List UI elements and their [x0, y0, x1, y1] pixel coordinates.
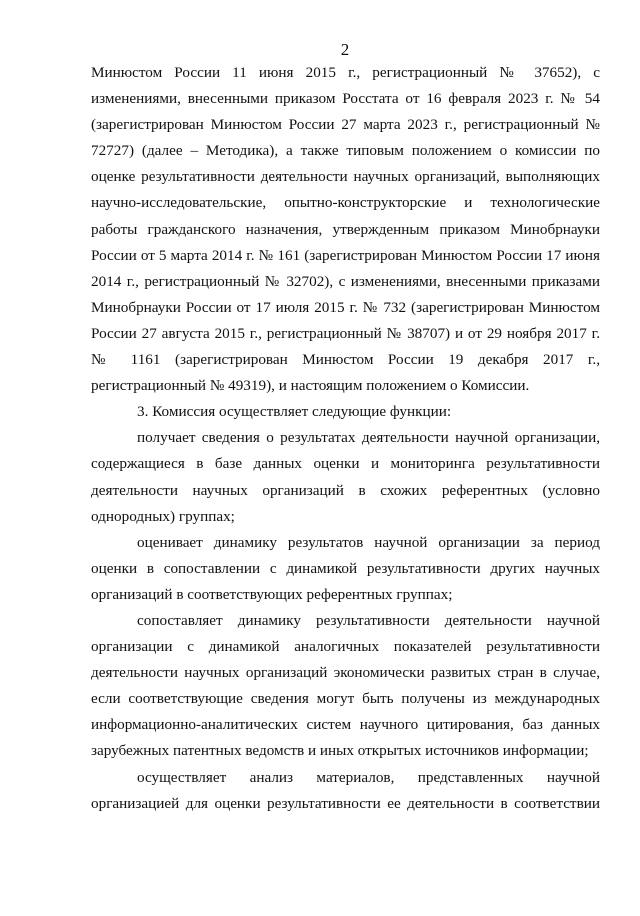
- paragraph-section-3: 3. Комиссия осуществляет следующие функции:: [137, 403, 452, 421]
- paragraph-function-receives: получает сведения о результатах деятельности научной организации, содержащиеся в базе данных оценки и мониторинга результативности деятельности научных организаций в схожих референтных (условно однородных) группах;: [91, 429, 600, 525]
- page-number: 2: [340, 40, 350, 59]
- paragraph-function-compares: сопоставляет динамику результативности деятельности научной организации с динамикой аналогичных показателей результативности деятельности научных организаций экономически развитых стран в случае, если соответствующие сведения могут быть получены из международных информационно-аналитических систем научного цитирования, баз данных зарубежных патентных ведомств и иных открытых источников информации;: [91, 611, 600, 760]
- paragraph-function-analyzes: осуществляет анализ материалов, представленных научной организацией для оценки результативности ее деятельности в соответствии: [91, 768, 600, 812]
- paragraph-continuation: Минюстом России 11 июня 2015 г., регистрационный № 37652), с изменениями, внесенными приказом Росстата от 16 февраля 2023 г. № 54 (зарегистрирован Минюстом России 27 марта 2023 г., регистрационный № 72727) (далее – Методика), а также типовым положением о комиссии по оценке результативности деятельности научных организаций, выполняющих научно-исследовательские, опытно-конструкторские и технологические работы гражданского назначения, утвержденным приказом Минобрнауки России от 5 марта 2014 г. № 161 (зарегистрирован Минюстом России 17 июня 2014 г., регистрационный № 32702), с изменениями, внесенными приказами Минобрнауки России от 17 июля 2015 г. № 732 (зарегистрирован Минюстом России 27 августа 2015 г., регистрационный № 38707) и от 29 ноября 2017 г. № 1161 (зарегистрирован Минюстом России 19 декабря 2017 г., регистрационный № 49319), и настоящим положением о Комиссии.: [91, 64, 600, 395]
- document-body: [91, 60, 600, 817]
- paragraph-function-evaluates: оценивает динамику результатов научной организации за период оценки в сопоставлении с динамикой результативности других научных организаций в соответствующих референтных группах;: [91, 533, 600, 603]
